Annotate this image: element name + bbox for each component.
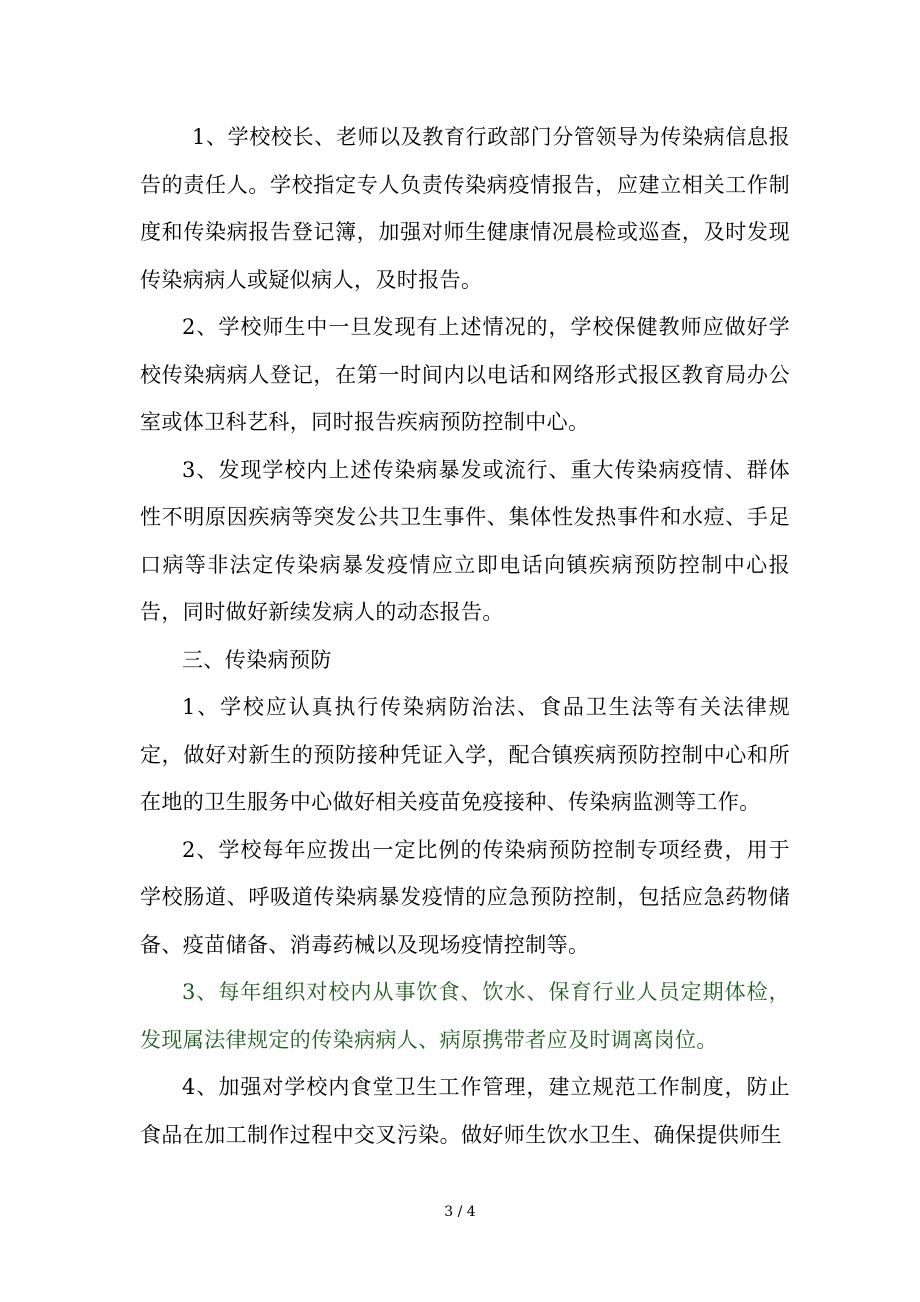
paragraph-6: 2、学校每年应拨出一定比例的传染病预防控制专项经费，用于学校肠道、呼吸道传染病暴发疫情的应急预防控制，包括应急药物储备、疫苗储备、消毒药械以及现场疫情控制等。 bbox=[140, 837, 790, 957]
paragraph-8: 4、加强对学校内食堂卫生工作管理，建立规范工作制度，防止食品在加工制作过程中交叉污染。做好师生饮水卫生、确保提供师生 bbox=[140, 1075, 790, 1147]
paragraph-1: 1、学校校长、老师以及教育行政部门分管领导为传染病信息报告的责任人。学校指定专人负责传染病疫情报告，应建立相关工作制度和传染病报告登记簿，加强对师生健康情况晨检或巡查，及时发现传染病病人或疑似病人，及时报告。 bbox=[140, 125, 790, 292]
paragraph-7: 3、每年组织对校内从事饮食、饮水、保育行业人员定期体检，发现属法律规定的传染病病人、病原携带者应及时调离岗位。 bbox=[140, 980, 790, 1052]
document-body bbox=[140, 114, 790, 1159]
page-number: 3 / 4 bbox=[444, 1204, 476, 1220]
paragraph-2: 2、学校师生中一旦发现有上述情况的，学校保健教师应做好学校传染病病人登记，在第一时间内以电话和网络形式报区教育局办公室或体卫科艺科，同时报告疾病预防控制中心。 bbox=[140, 315, 790, 434]
paragraph-5: 1、学校应认真执行传染病防治法、食品卫生法等有关法律规定，做好对新生的预防接种凭证入学，配合镇疾病预防控制中心和所在地的卫生服务中心做好相关疫苗免疫接种、传染病监测等工作。 bbox=[140, 695, 790, 814]
section-heading: 三、传染病预防 bbox=[182, 647, 332, 672]
paragraph-3: 3、发现学校内上述传染病暴发或流行、重大传染病疫情、群体性不明原因疾病等突发公共卫生事件、集体性发热事件和水痘、手足口病等非法定传染病暴发疫情应立即电话向镇疾病预防控制中心报告，同时做好新续发病人的动态报告。 bbox=[140, 457, 790, 624]
